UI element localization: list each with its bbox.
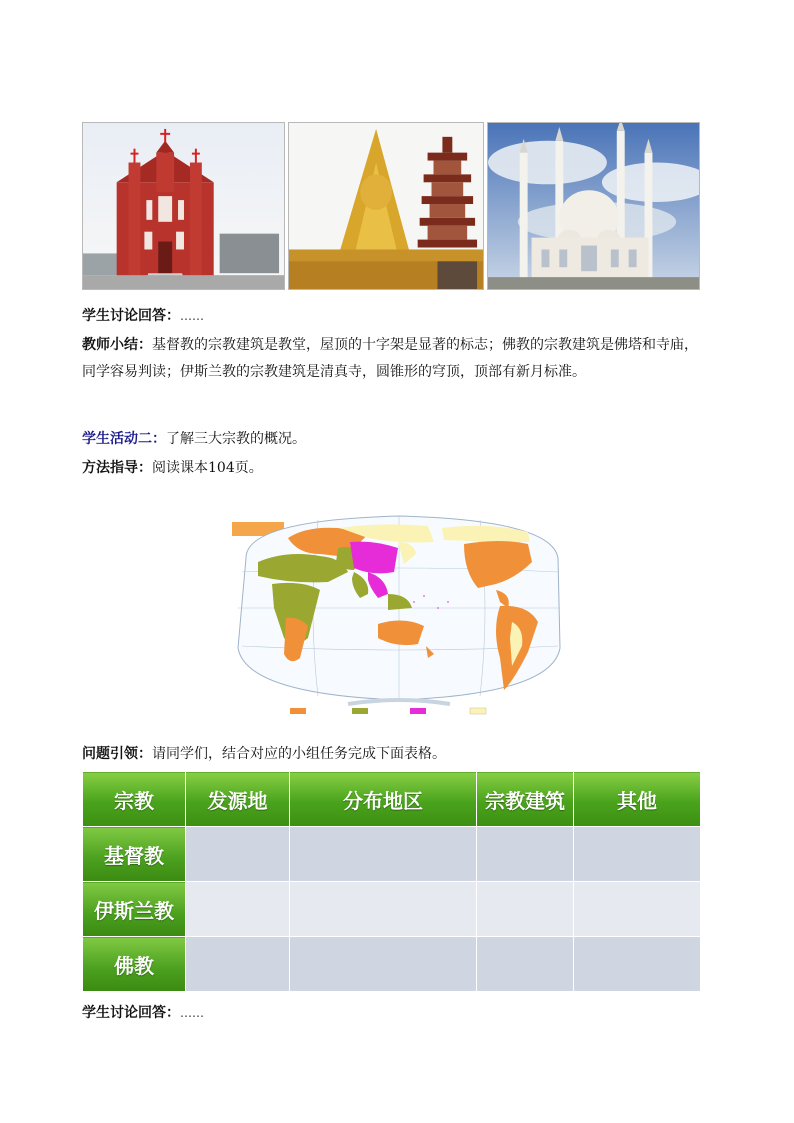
table-row	[83, 827, 701, 882]
teacher-summary-label: 教师小结：	[82, 337, 152, 353]
method-guidance	[82, 455, 710, 482]
discussion-dots: ……	[180, 1006, 204, 1020]
table-row	[83, 882, 701, 937]
teacher-summary	[82, 332, 710, 386]
question-guide	[82, 741, 710, 768]
header-distribution: 分布地区	[290, 772, 477, 827]
row-header-islam: 伊斯兰教	[83, 882, 186, 937]
table-cell[interactable]	[574, 937, 701, 992]
table-cell[interactable]	[290, 937, 477, 992]
activity-text: 了解三大宗教的概况。	[166, 431, 306, 447]
question-text: 请同学们，结合对应的小组任务完成下面表格。	[152, 746, 446, 762]
table-row	[83, 937, 701, 992]
method-label: 方法指导：	[82, 460, 152, 476]
table-cell[interactable]	[290, 827, 477, 882]
student-discussion-1	[82, 303, 710, 330]
discussion-label: 学生讨论回答：	[82, 308, 180, 324]
table-cell[interactable]	[186, 827, 290, 882]
table-cell[interactable]	[574, 827, 701, 882]
activity-label: 学生活动二：	[82, 431, 166, 447]
header-origin: 发源地	[186, 772, 290, 827]
religion-table	[82, 771, 701, 992]
header-religion: 宗教	[83, 772, 186, 827]
pagoda-photo	[288, 122, 484, 290]
table-cell[interactable]	[477, 937, 574, 992]
church-photo	[82, 122, 285, 290]
student-discussion-2	[82, 1000, 710, 1027]
mosque-photo	[487, 122, 700, 290]
teacher-summary-text: 基督教的宗教建筑是教堂，屋顶的十字架是显著的标志；佛教的宗教建筑是佛塔和寺庙，同学容易判读；伊斯兰教的宗教建筑是清真寺，圆锥形的穹顶，顶部有新月标准。	[82, 337, 698, 380]
discussion-dots: ……	[180, 309, 204, 323]
religious-buildings-photos	[82, 122, 700, 290]
world-religion-map	[228, 498, 570, 720]
table-cell[interactable]	[477, 882, 574, 937]
header-other: 其他	[574, 772, 701, 827]
row-header-christianity: 基督教	[83, 827, 186, 882]
table-cell[interactable]	[186, 937, 290, 992]
table-header-row	[83, 772, 701, 827]
table-cell[interactable]	[290, 882, 477, 937]
row-header-buddhism: 佛教	[83, 937, 186, 992]
question-label: 问题引领：	[82, 746, 152, 762]
discussion-label: 学生讨论回答：	[82, 1005, 180, 1021]
student-activity-two	[82, 426, 710, 453]
table-cell[interactable]	[477, 827, 574, 882]
table-cell[interactable]	[186, 882, 290, 937]
table-cell[interactable]	[574, 882, 701, 937]
header-architecture: 宗教建筑	[477, 772, 574, 827]
method-text: 阅读课本104页。	[152, 460, 263, 476]
